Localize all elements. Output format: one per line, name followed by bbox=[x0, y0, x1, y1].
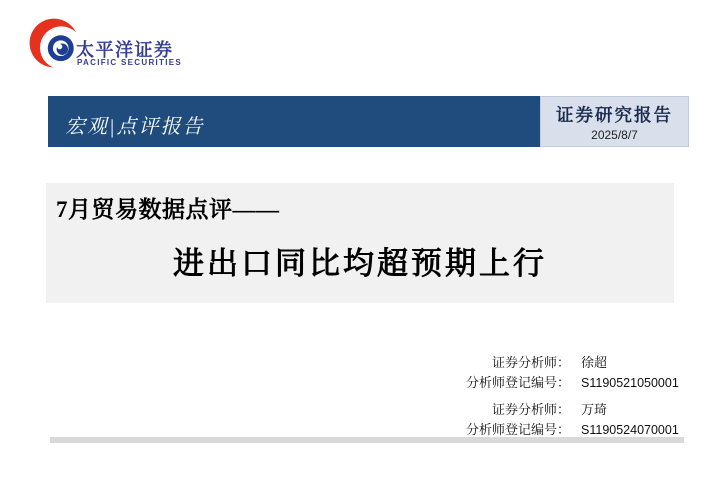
report-subtitle: 7月贸易数据点评—— bbox=[56, 197, 280, 222]
brand-name-cn: 太平洋证券 bbox=[76, 40, 174, 60]
report-main-title: 进出口同比均超预期上行 bbox=[173, 245, 547, 281]
analyst-role-label: 证券分析师： bbox=[491, 402, 570, 417]
report-type-label: 证券研究报告 bbox=[556, 105, 673, 125]
analyst-group bbox=[400, 355, 700, 391]
report-type-box bbox=[540, 96, 689, 147]
brand-name-en: PACIFIC SECURITIES bbox=[77, 58, 183, 67]
analyst-reg-label: 分析师登记编号： bbox=[465, 422, 570, 437]
report-date: 2025/8/7 bbox=[591, 128, 638, 142]
analyst-name: 徐超 bbox=[581, 355, 608, 370]
analyst-reg-no: S1190524070001 bbox=[581, 423, 679, 437]
analyst-row bbox=[400, 375, 700, 391]
analyst-reg-label: 分析师登记编号： bbox=[465, 375, 570, 390]
analyst-row bbox=[400, 355, 700, 371]
category-label: 宏观|点评报告 bbox=[65, 116, 205, 138]
pacific-securities-logo-icon bbox=[28, 16, 80, 70]
analyst-name: 万琦 bbox=[581, 402, 608, 417]
category-banner bbox=[48, 96, 540, 147]
analyst-reg-no: S1190521050001 bbox=[581, 376, 679, 390]
analysts-section bbox=[400, 355, 700, 449]
analyst-group bbox=[400, 402, 700, 438]
footer-divider-bar bbox=[50, 437, 684, 443]
analyst-row bbox=[400, 422, 700, 438]
title-block bbox=[46, 183, 674, 303]
analyst-row bbox=[400, 402, 700, 418]
analyst-role-label: 证券分析师： bbox=[491, 355, 570, 370]
